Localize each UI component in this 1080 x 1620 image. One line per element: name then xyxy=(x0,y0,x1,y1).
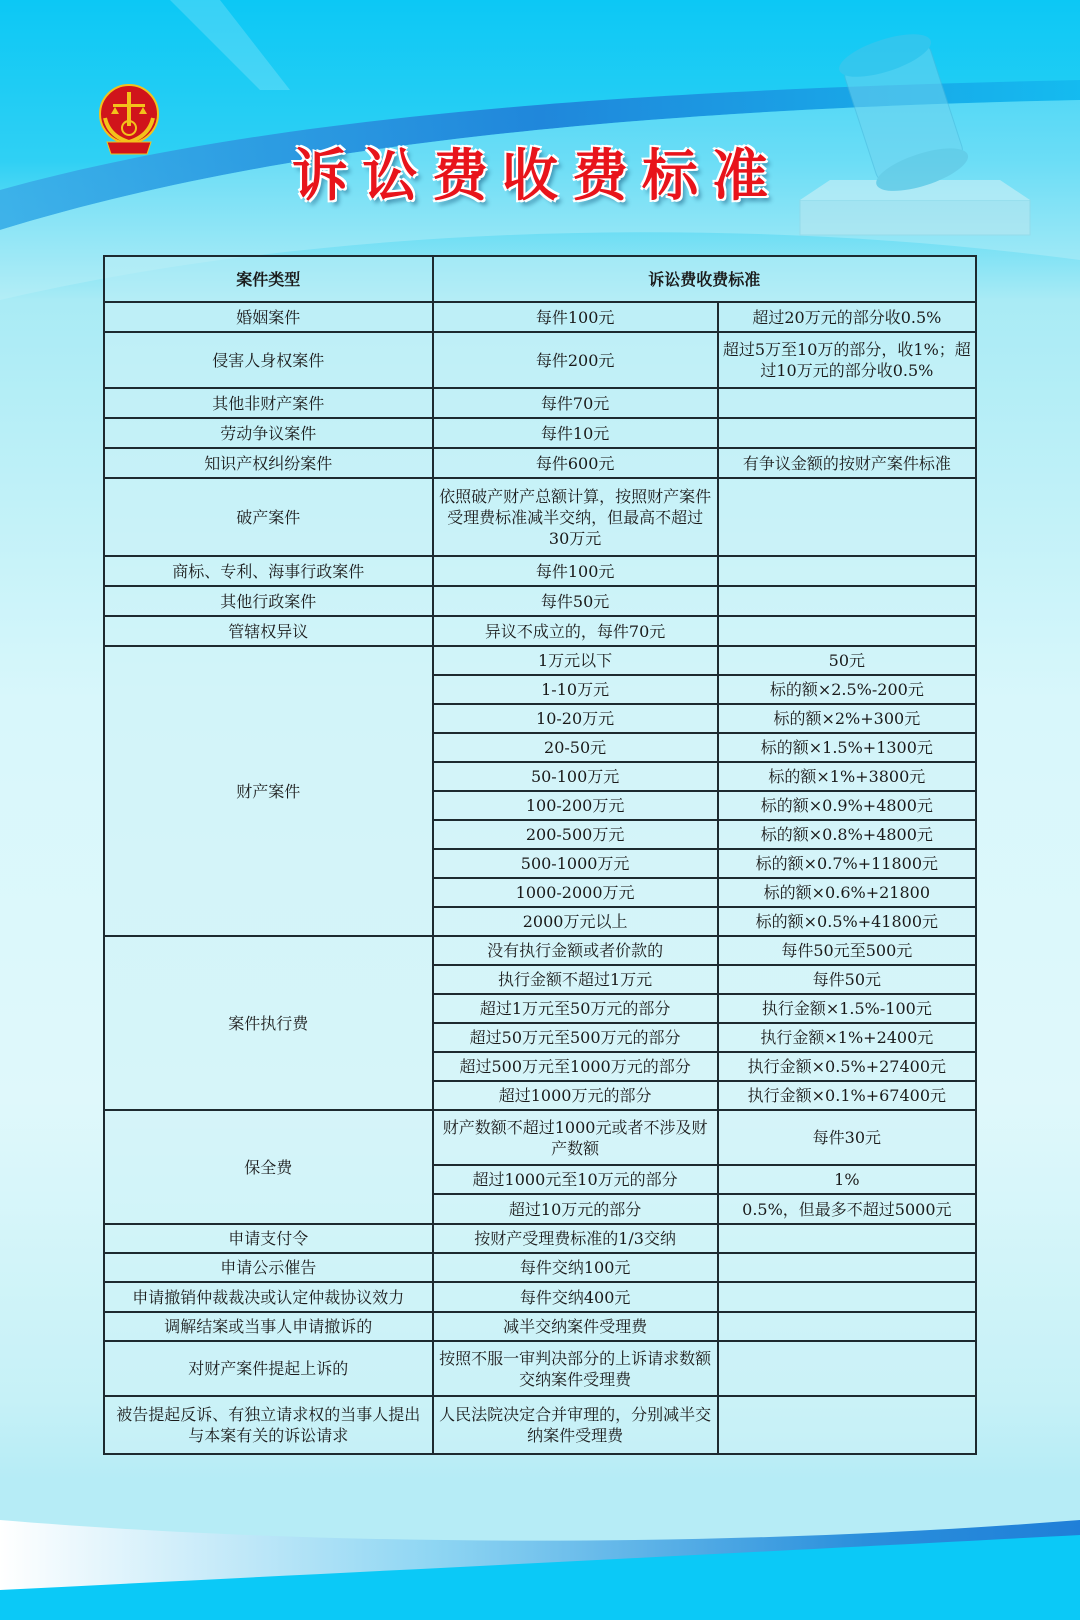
fee-cell: 每件50元 xyxy=(433,586,718,616)
tier-range-cell: 20-50元 xyxy=(433,733,718,762)
case-type-cell: 劳动争议案件 xyxy=(104,418,433,448)
court-emblem-icon xyxy=(97,84,161,156)
note-cell: 有争议金额的按财产案件标准 xyxy=(718,448,976,478)
table-row xyxy=(104,1312,976,1341)
table-row xyxy=(104,1253,976,1282)
fee-cell: 异议不成立的，每件70元 xyxy=(433,616,718,646)
note-cell xyxy=(718,388,976,418)
tier-range-cell: 执行金额不超过1万元 xyxy=(433,965,718,994)
tier-range-cell: 超过500万元至1000万元的部分 xyxy=(433,1052,718,1081)
case-type-cell: 申请公示催告 xyxy=(104,1253,433,1282)
note-cell xyxy=(718,1396,976,1454)
table-row xyxy=(104,586,976,616)
table-row xyxy=(104,478,976,556)
note-cell xyxy=(718,616,976,646)
tier-fee-cell: 每件50元至500元 xyxy=(718,936,976,965)
fee-cell: 按照不服一审判决部分的上诉请求数额交纳案件受理费 xyxy=(433,1341,718,1396)
note-cell xyxy=(718,1341,976,1396)
note-cell: 超过20万元的部分收0.5% xyxy=(718,302,976,332)
table-row xyxy=(104,616,976,646)
case-type-cell: 案件执行费 xyxy=(104,936,433,1110)
tier-range-cell: 2000万元以上 xyxy=(433,907,718,936)
tier-range-cell: 超过1000元至10万元的部分 xyxy=(433,1165,718,1194)
fee-cell: 每件100元 xyxy=(433,556,718,586)
tier-fee-cell: 50元 xyxy=(718,646,976,675)
case-type-cell: 申请撤销仲裁裁决或认定仲裁协议效力 xyxy=(104,1282,433,1312)
tier-fee-cell: 标的额×2.5%-200元 xyxy=(718,675,976,704)
fee-cell: 依照破产财产总额计算，按照财产案件受理费标准减半交纳，但最高不超过30万元 xyxy=(433,478,718,556)
note-cell xyxy=(718,1282,976,1312)
tier-fee-cell: 0.5%，但最多不超过5000元 xyxy=(718,1194,976,1224)
fee-cell: 每件600元 xyxy=(433,448,718,478)
tier-range-cell: 财产数额不超过1000元或者不涉及财产数额 xyxy=(433,1110,718,1165)
tier-range-cell: 超过1000万元的部分 xyxy=(433,1081,718,1110)
tier-fee-cell: 执行金额×1%+2400元 xyxy=(718,1023,976,1052)
table-row xyxy=(104,418,976,448)
tier-fee-cell: 标的额×1.5%+1300元 xyxy=(718,733,976,762)
tier-range-cell: 100-200万元 xyxy=(433,791,718,820)
case-type-cell: 被告提起反诉、有独立请求权的当事人提出与本案有关的诉讼请求 xyxy=(104,1396,433,1454)
table-row xyxy=(104,1282,976,1312)
table-row xyxy=(104,936,976,965)
table-row xyxy=(104,388,976,418)
case-type-cell: 保全费 xyxy=(104,1110,433,1224)
table-row xyxy=(104,302,976,332)
note-cell xyxy=(718,1224,976,1253)
case-type-cell: 对财产案件提起上诉的 xyxy=(104,1341,433,1396)
tier-fee-cell: 标的额×2%+300元 xyxy=(718,704,976,733)
table-row xyxy=(104,1224,976,1253)
tier-fee-cell: 执行金额×1.5%-100元 xyxy=(718,994,976,1023)
tier-fee-cell: 标的额×0.5%+41800元 xyxy=(718,907,976,936)
tier-fee-cell: 标的额×0.9%+4800元 xyxy=(718,791,976,820)
fee-cell: 减半交纳案件受理费 xyxy=(433,1312,718,1341)
table-row xyxy=(104,1110,976,1165)
fee-cell: 每件交纳100元 xyxy=(433,1253,718,1282)
fee-cell: 每件70元 xyxy=(433,388,718,418)
note-cell xyxy=(718,478,976,556)
note-cell xyxy=(718,418,976,448)
tier-range-cell: 1-10万元 xyxy=(433,675,718,704)
fee-cell: 人民法院决定合并审理的，分别减半交纳案件受理费 xyxy=(433,1396,718,1454)
case-type-cell: 侵害人身权案件 xyxy=(104,332,433,388)
page-title: 诉讼费收费标准 xyxy=(292,144,782,209)
case-type-cell: 管辖权异议 xyxy=(104,616,433,646)
case-type-cell: 财产案件 xyxy=(104,646,433,936)
case-type-cell: 破产案件 xyxy=(104,478,433,556)
note-cell: 超过5万至10万的部分，收1%；超过10万元的部分收0.5% xyxy=(718,332,976,388)
tier-range-cell: 10-20万元 xyxy=(433,704,718,733)
header-fee-standard: 诉讼费收费标准 xyxy=(433,256,976,302)
gavel-icon xyxy=(760,10,1060,250)
tier-range-cell: 1000-2000万元 xyxy=(433,878,718,907)
case-type-cell: 知识产权纠纷案件 xyxy=(104,448,433,478)
table-row xyxy=(104,332,976,388)
table-row xyxy=(104,1341,976,1396)
tier-range-cell: 500-1000万元 xyxy=(433,849,718,878)
case-type-cell: 其他非财产案件 xyxy=(104,388,433,418)
tier-fee-cell: 每件50元 xyxy=(718,965,976,994)
tier-range-cell: 1万元以下 xyxy=(433,646,718,675)
fee-cell: 每件200元 xyxy=(433,332,718,388)
tier-range-cell: 超过50万元至500万元的部分 xyxy=(433,1023,718,1052)
tier-range-cell: 超过1万元至50万元的部分 xyxy=(433,994,718,1023)
tier-fee-cell: 标的额×0.8%+4800元 xyxy=(718,820,976,849)
case-type-cell: 商标、专利、海事行政案件 xyxy=(104,556,433,586)
tier-range-cell: 50-100万元 xyxy=(433,762,718,791)
bottom-wave xyxy=(0,1480,1080,1620)
tier-fee-cell: 执行金额×0.1%+67400元 xyxy=(718,1081,976,1110)
fee-cell: 每件100元 xyxy=(433,302,718,332)
tier-fee-cell: 1% xyxy=(718,1165,976,1194)
tier-range-cell: 没有执行金额或者价款的 xyxy=(433,936,718,965)
tier-fee-cell: 执行金额×0.5%+27400元 xyxy=(718,1052,976,1081)
fee-table xyxy=(103,255,977,1455)
table-header-row xyxy=(104,256,976,302)
tier-fee-cell: 标的额×0.6%+21800 xyxy=(718,878,976,907)
header-case-type: 案件类型 xyxy=(104,256,433,302)
note-cell xyxy=(718,586,976,616)
fee-cell: 按财产受理费标准的1/3交纳 xyxy=(433,1224,718,1253)
tier-fee-cell: 标的额×0.7%+11800元 xyxy=(718,849,976,878)
table-row xyxy=(104,448,976,478)
table-row xyxy=(104,556,976,586)
fee-cell: 每件交纳400元 xyxy=(433,1282,718,1312)
case-type-cell: 申请支付令 xyxy=(104,1224,433,1253)
case-type-cell: 其他行政案件 xyxy=(104,586,433,616)
tier-range-cell: 超过10万元的部分 xyxy=(433,1194,718,1224)
fee-cell: 每件10元 xyxy=(433,418,718,448)
tier-fee-cell: 每件30元 xyxy=(718,1110,976,1165)
note-cell xyxy=(718,1312,976,1341)
table-row xyxy=(104,1396,976,1454)
tier-fee-cell: 标的额×1%+3800元 xyxy=(718,762,976,791)
table-row xyxy=(104,646,976,675)
note-cell xyxy=(718,1253,976,1282)
case-type-cell: 婚姻案件 xyxy=(104,302,433,332)
tier-range-cell: 200-500万元 xyxy=(433,820,718,849)
note-cell xyxy=(718,556,976,586)
case-type-cell: 调解结案或当事人申请撤诉的 xyxy=(104,1312,433,1341)
